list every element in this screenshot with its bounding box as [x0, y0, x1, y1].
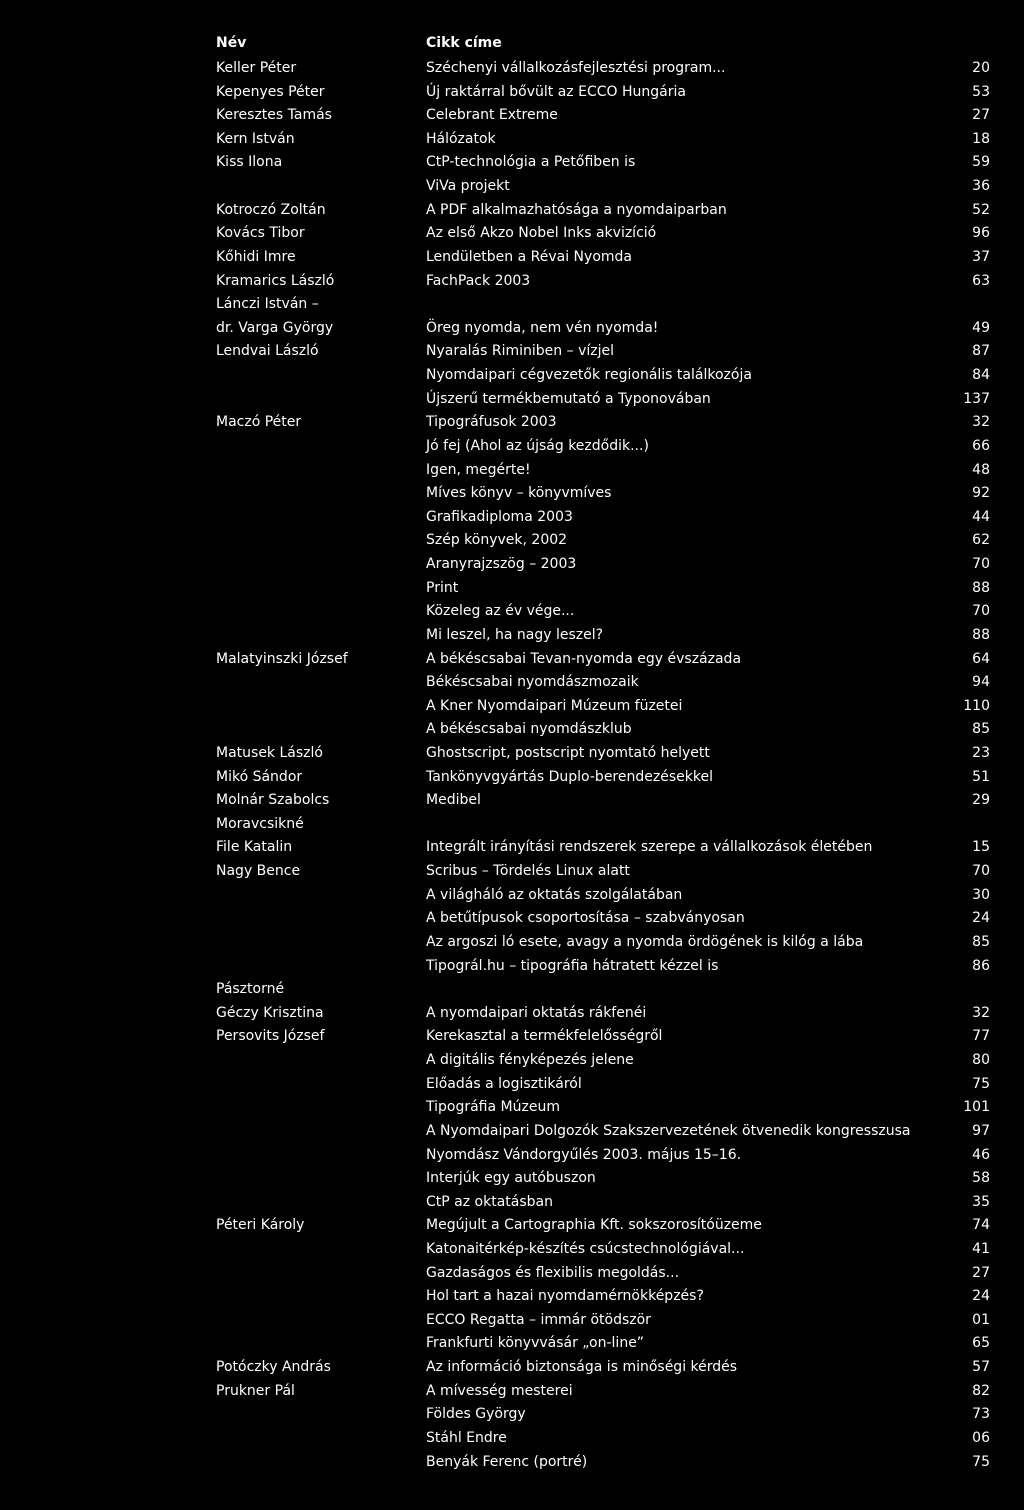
page-number: 94 [972, 674, 990, 691]
page-number: 75 [972, 1075, 990, 1092]
article-title: Benyák Ferenc (portré) [426, 1453, 588, 1470]
index-row [0, 695, 1024, 717]
article-title: Míves könyv – könyvmíves [426, 485, 612, 502]
author-name: Lendvai László [216, 343, 319, 360]
page-number: 64 [972, 650, 990, 667]
article-title: A digitális fényképezés jelene [426, 1052, 634, 1069]
index-row [0, 1332, 1024, 1354]
page-number: 23 [972, 744, 990, 761]
article-title: A békéscsabai nyomdászklub [426, 721, 632, 738]
article-title: A Kner Nyomdaipari Múzeum füzetei [426, 697, 683, 714]
article-title: Katonaitérkép-készítés csúcstechnológiával... [426, 1241, 745, 1257]
index-row [0, 766, 1024, 788]
article-title: Széchenyi vállalkozásfejlesztési program... [426, 60, 726, 76]
page-number: 70 [972, 556, 990, 573]
author-name: Kotroczó Zoltán [216, 201, 326, 218]
author-name: dr. Varga György [216, 319, 334, 336]
index-row [0, 884, 1024, 906]
index-row [0, 411, 1024, 433]
page-number: 41 [972, 1241, 990, 1257]
article-title: Előadás a logisztikáról [426, 1075, 582, 1092]
index-row [0, 1403, 1024, 1425]
article-title: Békéscsabai nyomdászmozaik [426, 674, 639, 691]
index-row [0, 1309, 1024, 1331]
author-name: Persovits József [216, 1028, 325, 1045]
page-number: 46 [972, 1146, 990, 1163]
article-title: Integrált irányítási rendszerek szerepe a vállalkozások életében [426, 839, 873, 856]
article-title: Frankfurti könyvvásár „on-line” [426, 1335, 645, 1352]
author-name: Péteri Károly [216, 1217, 305, 1234]
article-title: Hol tart a hazai nyomdamérnökképzés? [426, 1288, 704, 1305]
article-title: Tankönyvgyártás Duplo-berendezésekkel [426, 768, 713, 785]
page-number: 65 [972, 1335, 990, 1352]
author-name: Molnár Szabolcs [216, 792, 330, 809]
page-number: 80 [972, 1052, 990, 1069]
author-name: File Katalin [216, 839, 293, 856]
index-row [0, 1191, 1024, 1213]
page-number: 101 [963, 1099, 990, 1116]
index-row [0, 1167, 1024, 1189]
index-row [0, 246, 1024, 268]
page-number: 24 [972, 910, 990, 927]
article-title: A békéscsabai Tevan-nyomda egy évszázada [426, 650, 742, 667]
page-number: 44 [972, 508, 990, 525]
page-number: 58 [972, 1170, 990, 1187]
article-title: Gazdaságos és flexibilis megoldás... [426, 1264, 680, 1281]
index-row [0, 648, 1024, 670]
page-number: 77 [972, 1028, 990, 1045]
article-title: Mi leszel, ha nagy leszel? [426, 626, 604, 643]
article-title: Celebrant Extreme [426, 107, 558, 124]
page-number: 24 [972, 1288, 990, 1305]
page-number: 86 [972, 957, 990, 974]
index-row [0, 1427, 1024, 1449]
page-number: 20 [972, 60, 990, 76]
page-number: 32 [972, 414, 990, 431]
article-title: Kerekasztal a termékfelelősségről [426, 1028, 663, 1045]
page-number: 75 [972, 1453, 990, 1470]
index-row [0, 151, 1024, 173]
page-number: 59 [972, 154, 990, 171]
page-number: 110 [963, 697, 990, 714]
page-number: 88 [972, 626, 990, 643]
page-number: 63 [972, 272, 990, 289]
index-row [0, 1002, 1024, 1024]
author-name: Prukner Pál [216, 1382, 295, 1399]
page-number: 51 [972, 768, 990, 785]
page-number: 53 [972, 83, 990, 100]
article-title: Tipográfia Múzeum [426, 1099, 560, 1116]
index-row [0, 388, 1024, 410]
index-row [0, 1380, 1024, 1402]
index-row [0, 1451, 1024, 1473]
index-row [0, 1120, 1024, 1142]
index-row [0, 364, 1024, 386]
index-row [0, 813, 1024, 835]
index-row [0, 1214, 1024, 1236]
index-row [0, 104, 1024, 126]
page-number: 30 [972, 886, 990, 903]
page-number: 29 [972, 792, 990, 809]
page-number: 84 [972, 367, 990, 384]
page-number: 66 [972, 437, 990, 454]
article-title: Földes György [426, 1406, 526, 1423]
author-name: Nagy Bence [216, 863, 301, 880]
index-row [0, 57, 1024, 79]
article-title: Tipográfusok 2003 [426, 414, 557, 431]
article-title: Ghostscript, postscript nyomtató helyett [426, 744, 710, 761]
author-name: Malatyinszki József [216, 650, 348, 667]
page-number: 137 [963, 390, 990, 407]
author-name: Pásztorné [216, 981, 285, 998]
page-number: 57 [972, 1359, 990, 1376]
article-title: Hálózatok [426, 130, 496, 147]
article-title: Szép könyvek, 2002 [426, 532, 568, 549]
index-row [0, 600, 1024, 622]
index-row [0, 482, 1024, 504]
article-title: A mívesség mesterei [426, 1382, 573, 1399]
author-name: Kramarics László [216, 272, 335, 289]
article-title: Jó fej (Ahol az újság kezdődik...) [426, 437, 649, 454]
page-number: 36 [972, 178, 990, 195]
index-row [0, 1262, 1024, 1284]
article-title: A nyomdaipari oktatás rákfenéi [426, 1004, 647, 1021]
author-name: Kern István [216, 130, 295, 147]
author-name: Kovács Tibor [216, 225, 305, 242]
page-number: 15 [972, 839, 990, 856]
index-row [0, 222, 1024, 244]
article-title: Tipográl.hu – tipográfia hátratett kézzel is [426, 957, 719, 974]
author-name: Mikó Sándor [216, 768, 303, 785]
article-title: Medibel [426, 792, 481, 809]
index-row [0, 529, 1024, 551]
index-row [0, 955, 1024, 977]
page-number: 96 [972, 225, 990, 242]
page-number: 74 [972, 1217, 990, 1234]
index-row [0, 718, 1024, 740]
author-name: Kepenyes Péter [216, 83, 325, 100]
index-row [0, 624, 1024, 646]
index-row [0, 671, 1024, 693]
article-title: Új raktárral bővült az ECCO Hungária [426, 83, 686, 100]
page-number: 37 [972, 248, 990, 265]
page-number: 27 [972, 107, 990, 124]
article-title: Igen, megérte! [426, 461, 531, 478]
index-row [0, 317, 1024, 339]
author-name: Kiss Ilona [216, 154, 283, 171]
index-row [0, 907, 1024, 929]
page-number: 01 [972, 1311, 990, 1328]
article-title: FachPack 2003 [426, 272, 531, 289]
page-number: 97 [972, 1122, 990, 1139]
page-number: 35 [972, 1193, 990, 1210]
page-number: 73 [972, 1406, 990, 1423]
author-name: Keller Péter [216, 60, 297, 76]
author-name: Kőhidi Imre [216, 248, 296, 265]
article-title: ViVa projekt [426, 178, 510, 195]
index-row [0, 199, 1024, 221]
page-number: 85 [972, 933, 990, 950]
article-title: Lendületben a Révai Nyomda [426, 248, 632, 265]
index-row [0, 1356, 1024, 1378]
page-number: 92 [972, 485, 990, 502]
author-name: Keresztes Tamás [216, 107, 332, 124]
index-row [0, 1238, 1024, 1260]
article-title: Az információ biztonsága is minőségi kérdés [426, 1359, 738, 1376]
page-number: 62 [972, 532, 990, 549]
author-name: Géczy Krisztina [216, 1004, 324, 1021]
article-title: Nyomdaipari cégvezetők regionális találkozója [426, 367, 752, 384]
title-column-header: Cikk címe [426, 35, 502, 51]
index-row [0, 175, 1024, 197]
page-number: 18 [972, 130, 990, 147]
author-name: Maczó Péter [216, 414, 302, 431]
index-row [0, 293, 1024, 315]
index-row [0, 81, 1024, 103]
index-row [0, 577, 1024, 599]
page-number: 49 [972, 319, 990, 336]
author-name: Moravcsikné [216, 815, 304, 832]
index-row [0, 931, 1024, 953]
article-title: Stáhl Endre [426, 1429, 507, 1446]
page-number: 88 [972, 579, 990, 596]
page-number: 85 [972, 721, 990, 738]
page-number: 70 [972, 863, 990, 880]
index-row [0, 128, 1024, 150]
author-name: Potóczky András [216, 1359, 331, 1376]
article-title: CtP az oktatásban [426, 1193, 553, 1210]
article-title: Az első Akzo Nobel Inks akvizíció [426, 225, 657, 242]
index-row [0, 1025, 1024, 1047]
article-title: Aranyrajzszög – 2003 [426, 556, 577, 573]
article-title: A Nyomdaipari Dolgozók Szakszervezetének ötvenedik kongresszusa [426, 1122, 911, 1139]
index-row [0, 1049, 1024, 1071]
article-title: A betűtípusok csoportosítása – szabványosan [426, 910, 745, 927]
article-title: Az argoszi ló esete, avagy a nyomda ördögének is kilóg a lába [426, 933, 864, 950]
article-title: CtP-technológia a Petőfiben is [426, 154, 636, 171]
article-title: A PDF alkalmazhatósága a nyomdaiparban [426, 201, 727, 218]
page-number: 48 [972, 461, 990, 478]
index-row [0, 1285, 1024, 1307]
article-title: Nyomdász Vándorgyűlés 2003. május 15–16. [426, 1146, 742, 1163]
page-number: 82 [972, 1382, 990, 1399]
page-number: 70 [972, 603, 990, 620]
article-title: Grafikadiploma 2003 [426, 508, 573, 525]
page-number: 27 [972, 1264, 990, 1281]
index-row [0, 1144, 1024, 1166]
page-number: 52 [972, 201, 990, 218]
index-row [0, 742, 1024, 764]
index-row [0, 435, 1024, 457]
index-row [0, 553, 1024, 575]
index-row [0, 459, 1024, 481]
article-title: Újszerű termékbemutató a Typonovában [426, 390, 711, 407]
header-row [0, 32, 1024, 54]
index-row [0, 860, 1024, 882]
page-number: 06 [972, 1429, 990, 1446]
index-row [0, 1073, 1024, 1095]
index-row [0, 978, 1024, 1000]
article-title: Öreg nyomda, nem vén nyomda! [426, 319, 659, 336]
index-row [0, 836, 1024, 858]
index-row [0, 340, 1024, 362]
index-row [0, 1096, 1024, 1118]
article-title: ECCO Regatta – immár ötödször [426, 1311, 651, 1328]
index-row [0, 270, 1024, 292]
article-title: Közeleg az év vége... [426, 603, 575, 620]
article-title: Print [426, 579, 459, 596]
page-number: 32 [972, 1004, 990, 1021]
article-title: Megújult a Cartographia Kft. sokszorosítóüzeme [426, 1217, 762, 1234]
author-name: Lánczi István – [216, 296, 319, 313]
name-column-header: Név [216, 35, 247, 51]
index-row [0, 789, 1024, 811]
article-title: A világháló az oktatás szolgálatában [426, 886, 683, 903]
article-title: Interjúk egy autóbuszon [426, 1170, 596, 1187]
author-name: Matusek László [216, 744, 323, 761]
article-title: Scribus – Tördelés Linux alatt [426, 863, 630, 880]
article-title: Nyaralás Riminiben – vízjel [426, 343, 614, 360]
index-row [0, 506, 1024, 528]
page-number: 87 [972, 343, 990, 360]
